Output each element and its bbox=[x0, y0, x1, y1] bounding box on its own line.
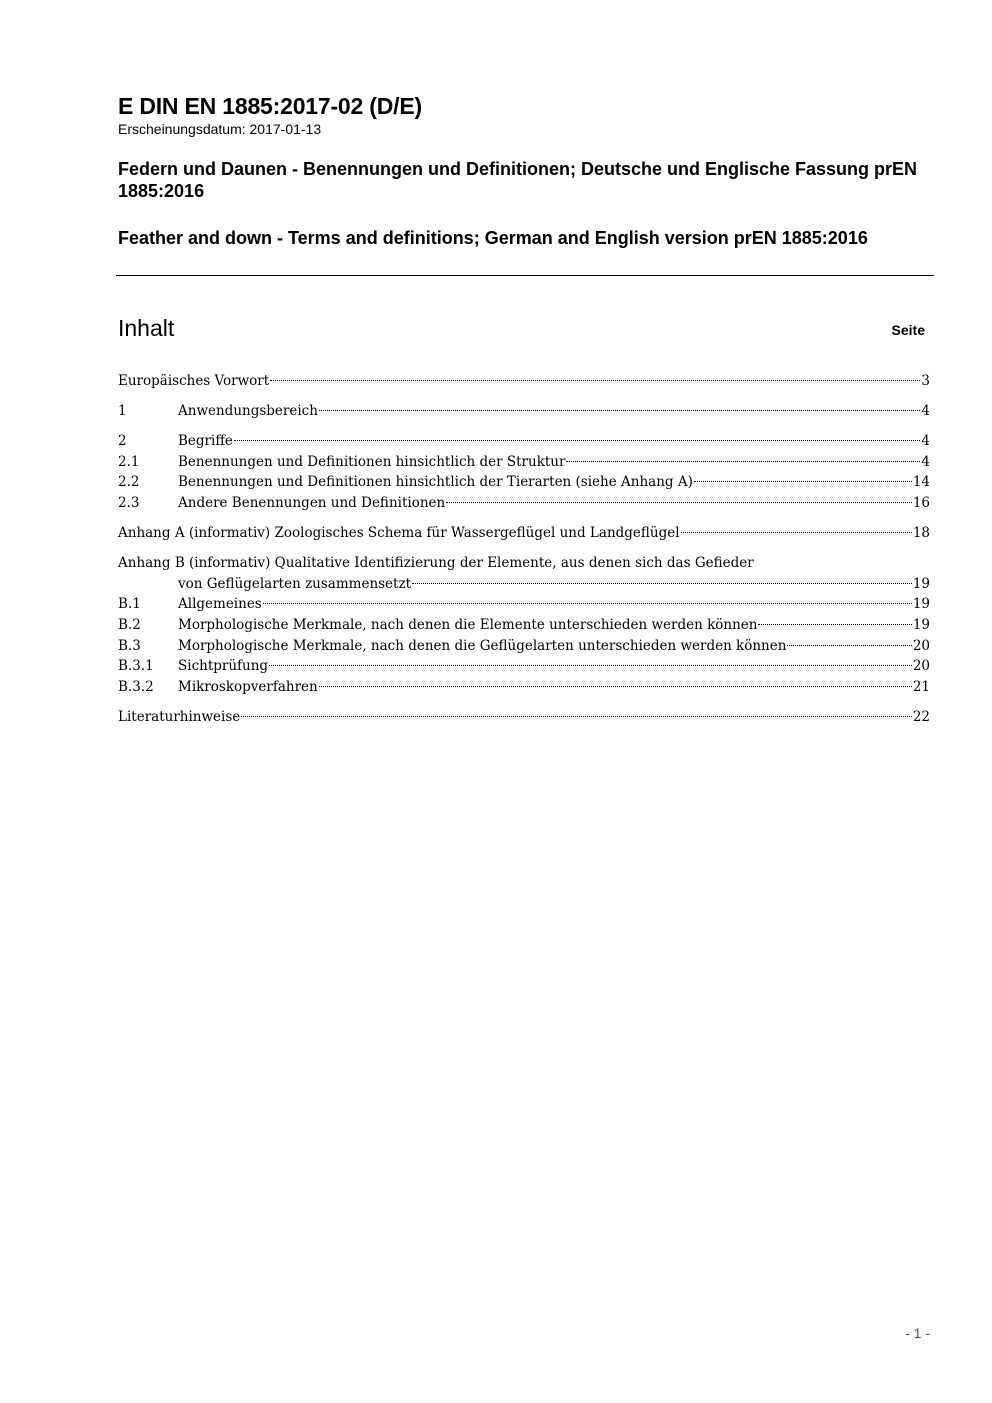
toc-entry-number: B.1 bbox=[118, 596, 141, 613]
title-german: Federn und Daunen - Benennungen und Definitionen; Deutsche und Englische Fassung prEN 1885:2016 bbox=[118, 159, 918, 201]
toc-entry-2[interactable] bbox=[118, 431, 930, 452]
toc-entry-label: Andere Benennungen und Definitionen bbox=[178, 494, 446, 511]
toc-entry-number: B.3.2 bbox=[118, 678, 154, 695]
toc-entry-label: von Geflügelarten zusammensetzt bbox=[178, 575, 412, 592]
toc-entry-number: B.3 bbox=[118, 637, 141, 654]
document-header bbox=[118, 92, 934, 249]
toc-entry-label: Benennungen und Definitionen hinsichtlich der Tierarten (siehe Anhang A) bbox=[178, 474, 693, 491]
toc-entry-bibliography[interactable] bbox=[118, 707, 930, 728]
toc-page-column-label: Seite bbox=[891, 322, 925, 338]
toc-entry-annex-b[interactable] bbox=[118, 553, 930, 574]
toc-entry-label: Anhang A (informativ) Zoologisches Schema für Wassergeflügel und Landgeflügel bbox=[118, 525, 680, 542]
toc-entry-page: 4 bbox=[921, 433, 930, 450]
toc-entry-number: 2.3 bbox=[118, 494, 140, 511]
toc-leader-dots bbox=[566, 461, 920, 462]
toc-entry-page: 19 bbox=[912, 616, 930, 633]
toc-entry-label: Europäisches Vorwort bbox=[118, 373, 270, 389]
toc-entry-page: 19 bbox=[912, 596, 930, 613]
toc-leader-dots bbox=[758, 624, 911, 625]
document-title: E DIN EN 1885:2017-02 (D/E) bbox=[118, 93, 422, 119]
toc-entry-label: Morphologische Merkmale, nach denen die Elemente unterschieden werden können bbox=[178, 616, 758, 633]
toc-entry-1[interactable] bbox=[118, 401, 930, 422]
toc-leader-dots bbox=[241, 716, 912, 717]
toc-entry-label: Literaturhinweise bbox=[118, 708, 241, 725]
page-number: - 1 - bbox=[905, 1325, 930, 1341]
header-divider bbox=[116, 275, 934, 276]
toc-entry-number: 2 bbox=[118, 433, 127, 450]
toc-entry-b-3-2[interactable] bbox=[118, 677, 930, 698]
toc-leader-dots bbox=[787, 645, 911, 646]
toc-entry-page: 19 bbox=[912, 575, 930, 592]
toc-leader-dots bbox=[694, 481, 912, 482]
toc-entry-page: 22 bbox=[912, 708, 930, 725]
toc-entry-page: 20 bbox=[912, 637, 930, 654]
toc-entry-2-2[interactable] bbox=[118, 472, 930, 493]
toc-entry-label: Anwendungsbereich bbox=[178, 403, 318, 420]
toc-entry-label: Allgemeines bbox=[178, 596, 262, 613]
toc-entry-label: Anhang B (informativ) Qualitative Identifizierung der Elemente, aus denen sich das Gefieder bbox=[118, 555, 754, 572]
toc-leader-dots bbox=[446, 502, 912, 503]
table-of-contents bbox=[118, 371, 930, 727]
toc-entry-2-3[interactable] bbox=[118, 493, 930, 514]
toc-entry-label: Benennungen und Definitionen hinsichtlich der Struktur bbox=[178, 453, 566, 470]
toc-leader-dots bbox=[270, 380, 920, 381]
toc-entry-label: Morphologische Merkmale, nach denen die Geflügelarten unterschieden werden können bbox=[178, 637, 787, 654]
toc-entry-page: 20 bbox=[912, 658, 930, 675]
toc-entry-page: 14 bbox=[912, 474, 930, 491]
toc-leader-dots bbox=[263, 603, 912, 604]
toc-entry-label: Begriffe bbox=[178, 433, 233, 450]
toc-entry-page: 16 bbox=[912, 494, 930, 511]
toc-leader-dots bbox=[234, 440, 921, 441]
toc-entry-page: 21 bbox=[912, 678, 930, 695]
toc-leader-dots bbox=[269, 665, 912, 666]
title-english: Feather and down - Terms and definitions; German and English version prEN 1885:2016 bbox=[118, 228, 868, 248]
toc-entry-page: 18 bbox=[912, 525, 930, 542]
toc-leader-dots bbox=[319, 686, 912, 687]
toc-entry-b-3[interactable] bbox=[118, 636, 930, 657]
toc-entry-foreword[interactable] bbox=[118, 371, 930, 392]
toc-leader-dots bbox=[319, 410, 920, 411]
toc-entry-b-1[interactable] bbox=[118, 594, 930, 615]
toc-entry-number: B.2 bbox=[118, 616, 141, 633]
toc-entry-number: 2.2 bbox=[118, 474, 140, 491]
toc-leader-dots bbox=[681, 532, 912, 533]
toc-entry-page: 3 bbox=[921, 373, 930, 389]
toc-entry-annex-a[interactable] bbox=[118, 523, 930, 544]
toc-entry-number: B.3.1 bbox=[118, 658, 154, 675]
toc-entry-annex-b-continued[interactable] bbox=[118, 574, 930, 595]
toc-entry-label: Sichtprüfung bbox=[178, 658, 269, 675]
toc-entry-2-1[interactable] bbox=[118, 452, 930, 473]
toc-leader-dots bbox=[412, 583, 912, 584]
toc-entry-number: 2.1 bbox=[118, 453, 140, 470]
toc-entry-b-3-1[interactable] bbox=[118, 656, 930, 677]
toc-entry-page: 4 bbox=[921, 403, 930, 420]
toc-entry-label: Mikroskopverfahren bbox=[178, 678, 318, 695]
toc-entry-number: 1 bbox=[118, 403, 127, 420]
toc-entry-b-2[interactable] bbox=[118, 615, 930, 636]
toc-entry-page: 4 bbox=[921, 453, 930, 470]
publication-date: Erscheinungsdatum: 2017-01-13 bbox=[118, 121, 322, 137]
toc-heading: Inhalt bbox=[118, 315, 175, 341]
